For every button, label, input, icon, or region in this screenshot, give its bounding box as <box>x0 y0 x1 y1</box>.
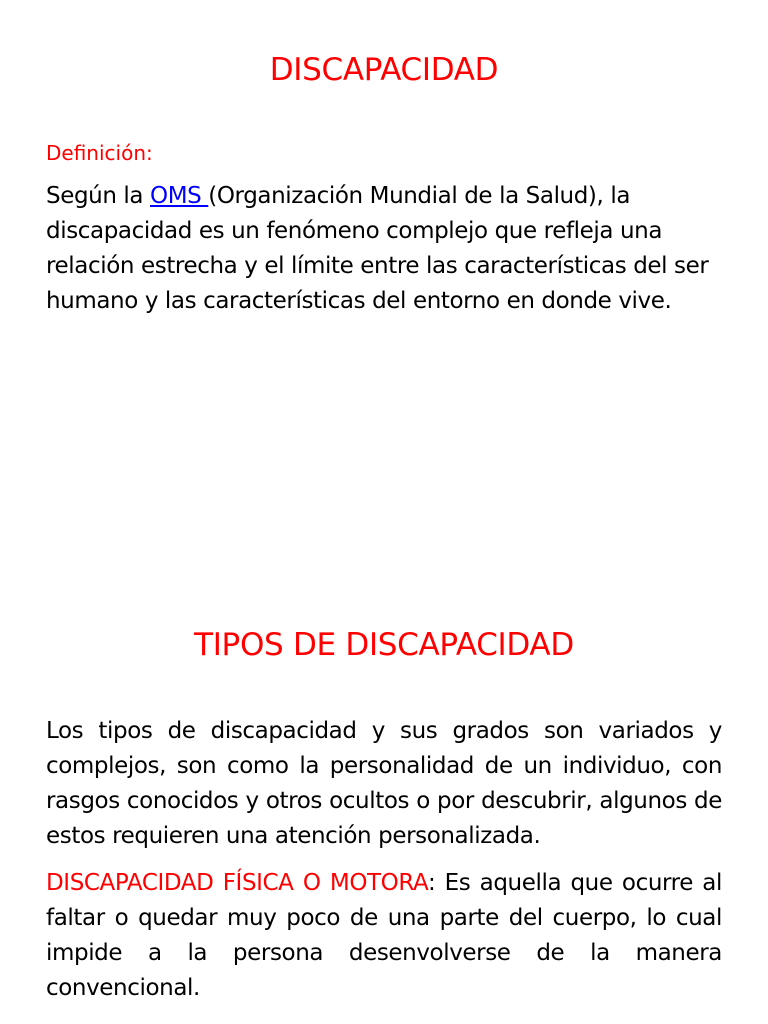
section-title-types: TIPOS DE DISCAPACIDAD <box>194 627 574 663</box>
physical-disability-text: : Es aquella que ocurre al faltar o quedar muy poco de una parte del cuerpo, lo cual impide a la persona desenvolverse de la manera convencional. <box>46 870 722 1001</box>
definition-label: Definición: <box>46 141 153 165</box>
physical-disability-label: DISCAPACIDAD FÍSICA O MOTORA <box>46 870 428 896</box>
physical-disability-paragraph <box>46 866 722 1006</box>
definition-paragraph <box>46 179 722 319</box>
oms-link[interactable]: OMS <box>150 183 209 209</box>
page-title: DISCAPACIDAD <box>269 52 499 88</box>
definition-text-rest: (Organización Mundial de la Salud), la discapacidad es un fenómeno complejo que refleja una relación estrecha y el límite entre las características del ser humano y las características del entorno en donde vive. <box>46 183 709 314</box>
types-intro-paragraph: Los tipos de discapacidad y sus grados son variados y complejos, son como la personalidad de un individuo, con rasgos conocidos y otros ocultos o por descubrir, algunos de estos requieren una atención personalizada. <box>46 718 722 849</box>
definition-text-start: Según la <box>46 183 151 209</box>
